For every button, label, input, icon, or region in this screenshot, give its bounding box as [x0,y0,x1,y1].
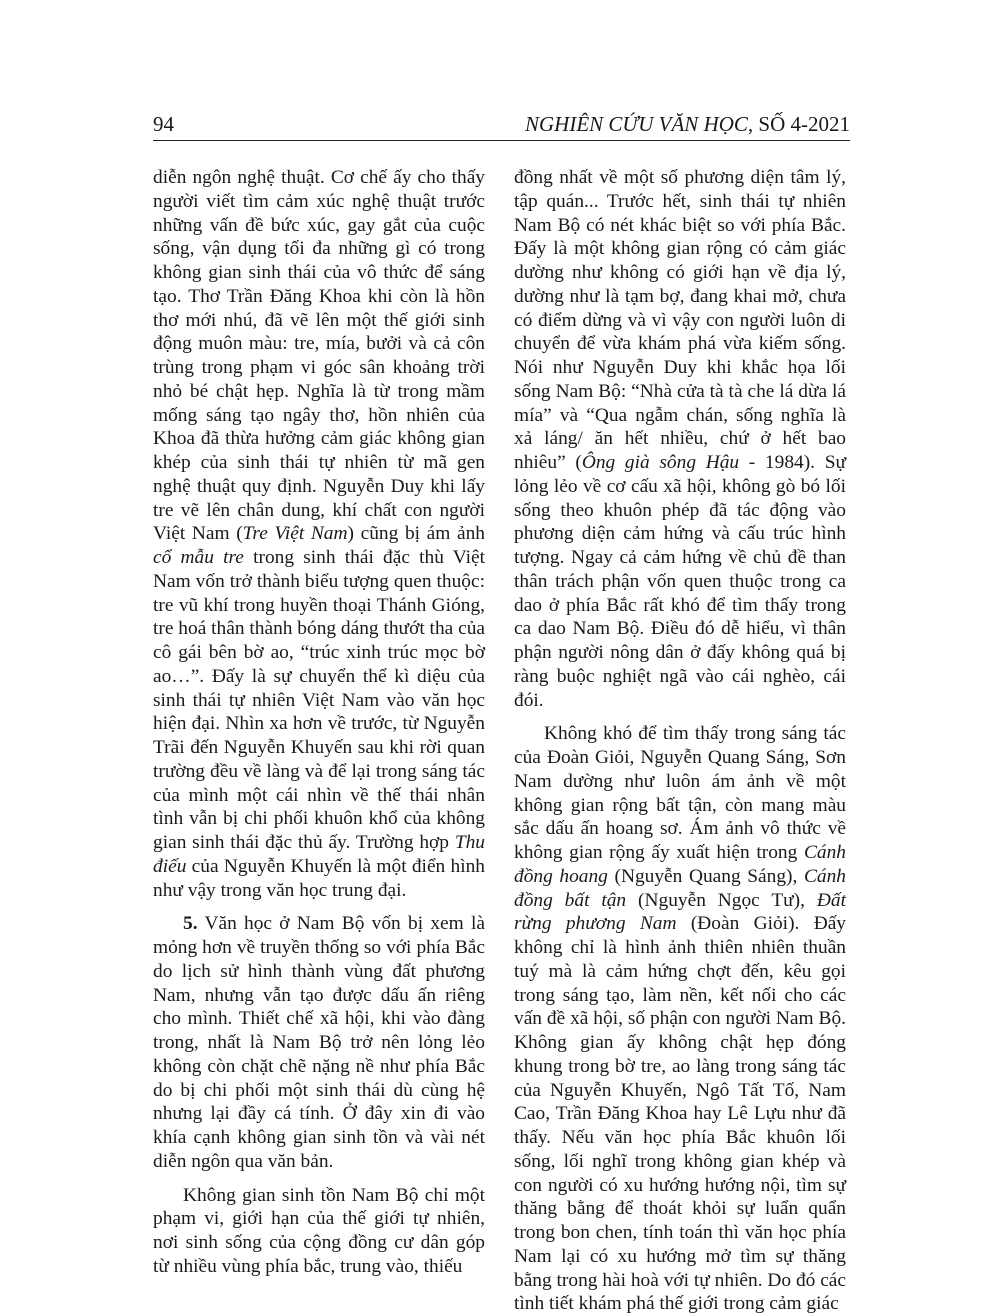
text-run: (Nguyễn Ngọc Tư), [626,889,817,911]
text-run: Văn học ở Nam Bộ vốn bị xem là mỏng hơn về truyền thống so với phía Bắc do lịch sử hình thành vùng đất phương Nam, nhưng vẫn tạo được dấu ấn riêng cho mình. Thiết chế xã hội, khi vào đàng trong, nhất là Nam Bộ trở nên lỏng lẻo không còn chặt chẽ nặng nề như phía Bắc do bị chi phối một sinh thái dù cùng hệ nhưng lại đầy cá tính. Ở đây xin đi vào khía cạnh không gian sinh tồn và vài nét diễn ngôn qua văn bản. [153,913,485,1172]
journal-issue: SỐ 4-2021 [753,112,850,136]
text-run: Không gian sinh tồn Nam Bộ chỉ một phạm vi, giới hạn của thế giới tự nhiên, nơi sinh sống của cộng đồng cư dân góp từ nhiều vùng phía bắc, trung vào, thiếu [153,1184,485,1277]
text-run: Không khó để tìm thấy trong sáng tác của Đoàn Giỏi, Nguyễn Quang Sáng, Sơn Nam dường như luôn ám ảnh về một không gian rộng bất tận, còn mang màu sắc dấu ấn hoang sơ. Ám ảnh vô thức về không gian rộng ấy xuất hiện trong [514,723,846,863]
paragraph [514,166,846,712]
italic-title: Ông già sông Hậu [581,452,740,473]
text-run: đồng nhất về một số phương diện tâm lý, tập quán... Trước hết, sinh thái tự nhiên Nam Bộ có nét khác biệt so với phía Bắc. Đấy là một không gian rộng có cảm giác dường như không có giới hạn về địa lý, dường như là tạm bợ, đang khai mở, chưa có điểm dừng và vì vậy con người luôn di chuyển để vừa khám phá vừa kiếm sống. Nói như Nguyễn Duy khi khắc họa lối sống Nam Bộ: “Nhà cửa tà tà che lá dừa lá mía” và “Qua ngẫm chán, sống nghĩa là xả láng/ ăn hết nhiều, chứ ở hết bao nhiêu” ( [514,167,846,473]
page-number: 94 [153,112,174,136]
text-run: ) cũng bị ám ảnh [347,523,485,545]
text-run: (Đoàn Giỏi). Đấy không chỉ là hình ảnh thiên nhiên thuần tuý mà là cảm hứng chợt đến, kêu gọi trong sáng tạo, làm nền, kết nối cho các vấn đề xã hội, số phận con người Nam Bộ. Không gian ấy không chật hẹp đóng khung trong bờ tre, ao làng trong sáng tác của Nguyễn Khuyến, Ngô Tất Tố, Nam Cao, Trần Đăng Khoa hay Lê Lựu như đã thấy. Nếu văn học phía Bắc khuôn lối sống, lối nghĩ trong không gian khép và con người có xu hướng hướng nội, tìm sự thăng bằng để thoát khỏi sự luẩn quẩn trong bon chen, tính toán thì văn học phía Nam lại có xu hướng mở tìm sự thăng bằng trong hài hoà với tự nhiên. Do đó các tình tiết khám phá thế giới trong cảm giác [514,913,847,1315]
italic-title: Cánh đồng hoang [514,842,846,887]
journal-name: NGHIÊN CỨU VĂN HỌC, [524,112,754,136]
paragraph [153,912,485,1173]
paragraph [514,722,846,1316]
italic-title: Cánh đồng bất tận [514,865,846,911]
italic-title: Đất rừng phương Nam [514,889,846,935]
paragraph [153,1184,485,1279]
text-run: diễn ngôn nghệ thuật. Cơ chế ấy cho thấy người viết tìm cảm xúc nghệ thuật trước những vấn đề bức xúc, gay gắt của cuộc sống, vận dụng tối đa những gì có trong không gian sinh thái của vô thức để sáng tạo. Thơ Trần Đăng Khoa khi còn là hồn thơ mới nhú, đã vẽ lên một thế giới sinh động muôn màu: tre, mía, bưởi và cả côn trùng trong phạm vi góc sân khoảng trời nhỏ bé chật hẹp. Nghĩa là từ trong mầm mống sáng tạo ngây thơ, hồn nhiên của Khoa đã thừa hưởng cảm giác không gian khép của sinh thái tự nhiên từ mã gen nghệ thuật quy định. Nguyễn Duy khi lấy tre vẽ lên chân dung, khí chất con người Việt Nam ( [153,167,485,545]
text-run: - 1984). Sự lỏng lẻo về cơ cấu xã hội, không gò bó lối sống theo khuôn phép đã tác động vào phương diện cảm hứng và cấu trúc hình tượng. Ngay cả cảm hứng về chủ đề than thân trách phận vốn quen thuộc trong ca dao ở phía Bắc rất khó để tìm thấy trong ca dao Nam Bộ. Điều đó dễ hiểu, vì thân phận người nông dân ở đấy không quá bị ràng buộc nghiệt ngã vào cái nghèo, cái đói. [514,452,847,711]
left-column [153,166,485,1279]
running-header [153,108,850,141]
italic-title: Thu điếu [153,832,485,877]
text-run: của Nguyễn Khuyến là một điển hình như vậy trong văn học trung đại. [153,855,485,901]
journal-title [525,112,850,137]
text-run: (Nguyễn Quang Sáng), [607,865,804,887]
italic-title: Tre Việt Nam [242,523,348,545]
section-number: 5. [183,913,198,935]
italic-title: cổ mẫu tre [153,547,244,568]
right-column [514,166,846,1316]
text-run: trong sinh thái đặc thù Việt Nam vốn trở thành biểu tượng quen thuộc: tre vũ khí trong huyền thoại Thánh Gióng, tre hoá thân thành bóng dáng thướt tha của cô gái bên bờ ao, “trúc xinh trúc mọc bờ ao…”. Đấy là sự chuyển thể kì diệu của sinh thái tự nhiên Việt Nam vào văn học hiện đại. Nhìn xa hơn về trước, từ Nguyễn Trãi đến Nguyễn Khuyến sau khi rời quan trường đều về làng và để lại trong sáng tác của mình một cái nhìn về thế thái nhân tình vẫn bị chi phối khuôn khổ của không gian sinh thái đặc thủ ấy. Trường hợp [153,547,485,853]
paragraph [153,166,485,902]
